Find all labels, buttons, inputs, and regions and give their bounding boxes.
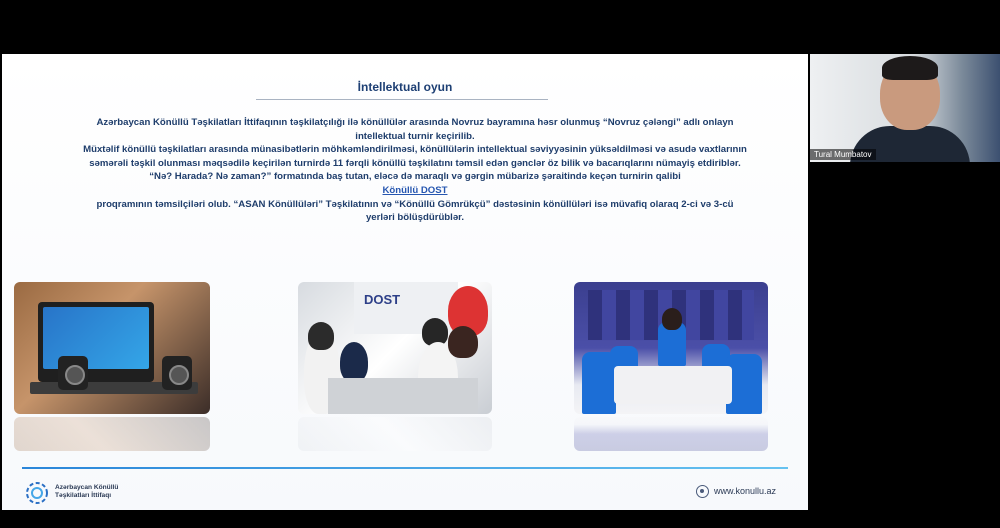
paragraph-3: “Nə? Harada? Nə zaman?” formatında baş tutan, eləcə də maraqlı və gərgin mübarizə şəraitində keçən turnirin qalibi [149,171,681,183]
photo-reflection [298,417,492,451]
speaker-left-image [58,356,88,390]
paragraph-4: proqramının təmsilçiləri olub. “ASAN Könüllüləri” Təşkilatının və “Könüllü Gömrükçü” dəstəsinin könüllüləri isə müvafiq olaraq 2-ci və 3-cü yerləri bölüşdürüblər. [96,198,734,224]
photo-dost-team [298,282,492,414]
paragraph-2: Müxtəlif könüllü təşkilatları arasında münasibətlərin möhkəmləndirilməsi, könüllülərin intellektual səviyyəsinin yüksəldilməsi və asudə vaxtlarının səmərəli təşkil olunması məqsədilə keçirilən turnirdə 11 fərqli könüllü təşkilatını təmsil edən gənclər öz bilik və bacarıqlarını nümayiş etdiriblər. [83,144,747,169]
paragraph-1: Azərbaycan Könüllü Təşkilatları İttifaqının təşkilatçılığı ilə könüllülər arasında Novruz bayramına həsr olunmuş “Novruz çələngi” adlı onlayn intellektual turnir keçirilib. [96,117,734,142]
photo-volunteers-table [574,282,768,414]
org-logo-icon [24,480,50,506]
globe-icon [696,485,709,498]
dost-logo: DOST [364,292,401,307]
org-name: Azərbaycan Könüllü Təşkilatları İttifaqı [55,484,119,499]
website-link[interactable]: www.konullu.az [714,486,777,496]
laptop-image [38,302,154,382]
slide-body [82,116,748,225]
shared-slide [2,54,808,510]
photo-reflection [574,417,768,451]
photo-laptop-quiz [14,282,210,414]
photo-reflection [14,417,210,451]
participant-name: Tural Mumbatov [810,149,876,160]
footer-divider [22,467,788,469]
konullu-dost-link[interactable]: Könüllü DOST [382,184,448,196]
title-underline [256,99,548,100]
slide-title: İntellektual oyun [357,80,453,94]
participant-video-tile[interactable] [810,54,1000,162]
speaker-right-image [162,356,192,390]
